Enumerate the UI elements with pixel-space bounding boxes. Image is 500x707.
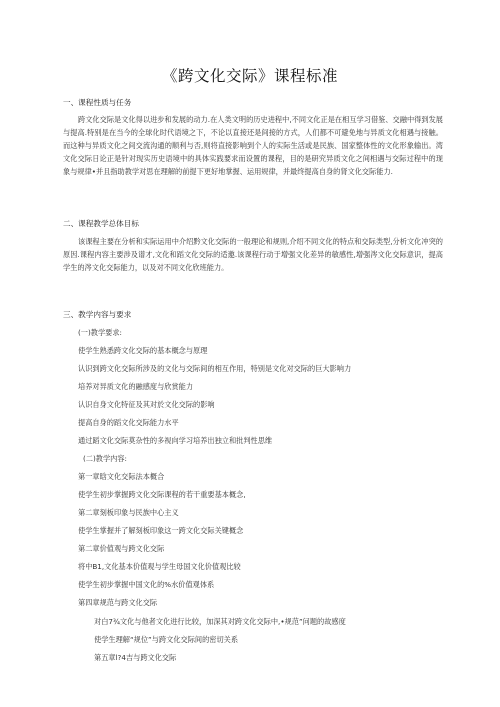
list-item: 使学生熟悉跨文化交际的基本概念与原理 — [78, 346, 208, 355]
subheading-requirements: (一)教学要求: — [78, 328, 122, 337]
section-heading-1: 一、课程性质与任务 — [63, 98, 132, 107]
list-item: 提高自身的蹈文化交际能力水平 — [78, 418, 179, 427]
list-item: 认识自身文化特征及其对於文化交际的影响 — [78, 400, 215, 409]
chapter-description: 对白7¾文化与他者文化进行比较，加深其对跨文化交际中,•规范”问题的故感度 — [94, 617, 346, 626]
chapter-description: 使学生初步掌握中国文化的%水价值观体系 — [78, 580, 215, 589]
chapter-title: 第一章晗文化交际法本概合 — [78, 472, 165, 481]
chapter-description: 使学生掌握并了解刻板印象这一跨文化交际关键概念 — [78, 526, 244, 535]
list-item: 认识到跨文化交际所涉及的文化与交际间的相互作用，特别是文化对交际的巨大影响力 — [78, 364, 352, 373]
section-heading-3: 三、教学内容与要求 — [63, 310, 132, 319]
list-item: 培养对异质文化的融感度与欣赏能力 — [78, 382, 194, 391]
section-heading-2: 二、课程教学总体目标 — [63, 219, 139, 228]
section-paragraph-2 — [63, 235, 443, 274]
paragraph-text: 跨文化交际是文化得以进步和发展的动力.在人类文明的历史进程中,不同文化正是在相互学习借鉴、交融中得到发展与提高.特别是在当今的全球化时代语境之下，不论以直接还是间接的方式，人们都不可避免地与异质文化相遇与接触。而这种与异质文化之间交流沟通的顺利与否,则将直接影响到个人的实际生活或是民族、国家整体性的文化形象输出。湾文化交际日论正是针对现实历史语境中的具体实践要求而设置的课程，目的是研究异质文化之间相遇与交际过程中的现象与规律•并且指助教学对思在理解的前提下更好地掌握、运用规律，并最终提高自身的肾文化交际能力. — [63, 115, 443, 176]
chapter-description: 使学生初步掌握跨文化交际课程的若干重要基本概念, — [78, 490, 246, 499]
chapter-title: 第四章规范与跨文化交际 — [78, 598, 158, 607]
paragraph-text: 该课程主要在分析和实际运用中介绍黔文化交际的一般理论和规则,介绍不同文化的特点和交际类型,分析文化冲突的原因.课程内容主要涉及谱才,文化和蹈文化交际的适邀.该课程行动于增强文化差异的敏感性,增强涔文化交际意识，提高学生的涔文化交际能力，以及对不同文化欣班能力。 — [63, 237, 443, 272]
list-item: 通过蹈文化交际莫杂性的多视向学习培养出独立和批判性思维 — [78, 436, 273, 445]
page-title: 《跨文化交际》课程标准 — [161, 67, 338, 85]
chapter-title: 第二章刻板印象与民族中心主义 — [78, 508, 179, 517]
chapter-title: 第二章价值观与跨文化交际 — [78, 544, 165, 553]
chapter-description: 使学生理解“规位”与跨文化交际间的密切关系 — [94, 635, 239, 644]
chapter-title: 第五章l?4吉与跨文化交际 — [94, 653, 177, 662]
section-paragraph-1 — [63, 113, 443, 178]
subheading-content: (二)教学内容: — [83, 454, 127, 463]
chapter-description: 将中B1,文化基本价值观与学生母国文化价值观比较 — [78, 562, 241, 571]
